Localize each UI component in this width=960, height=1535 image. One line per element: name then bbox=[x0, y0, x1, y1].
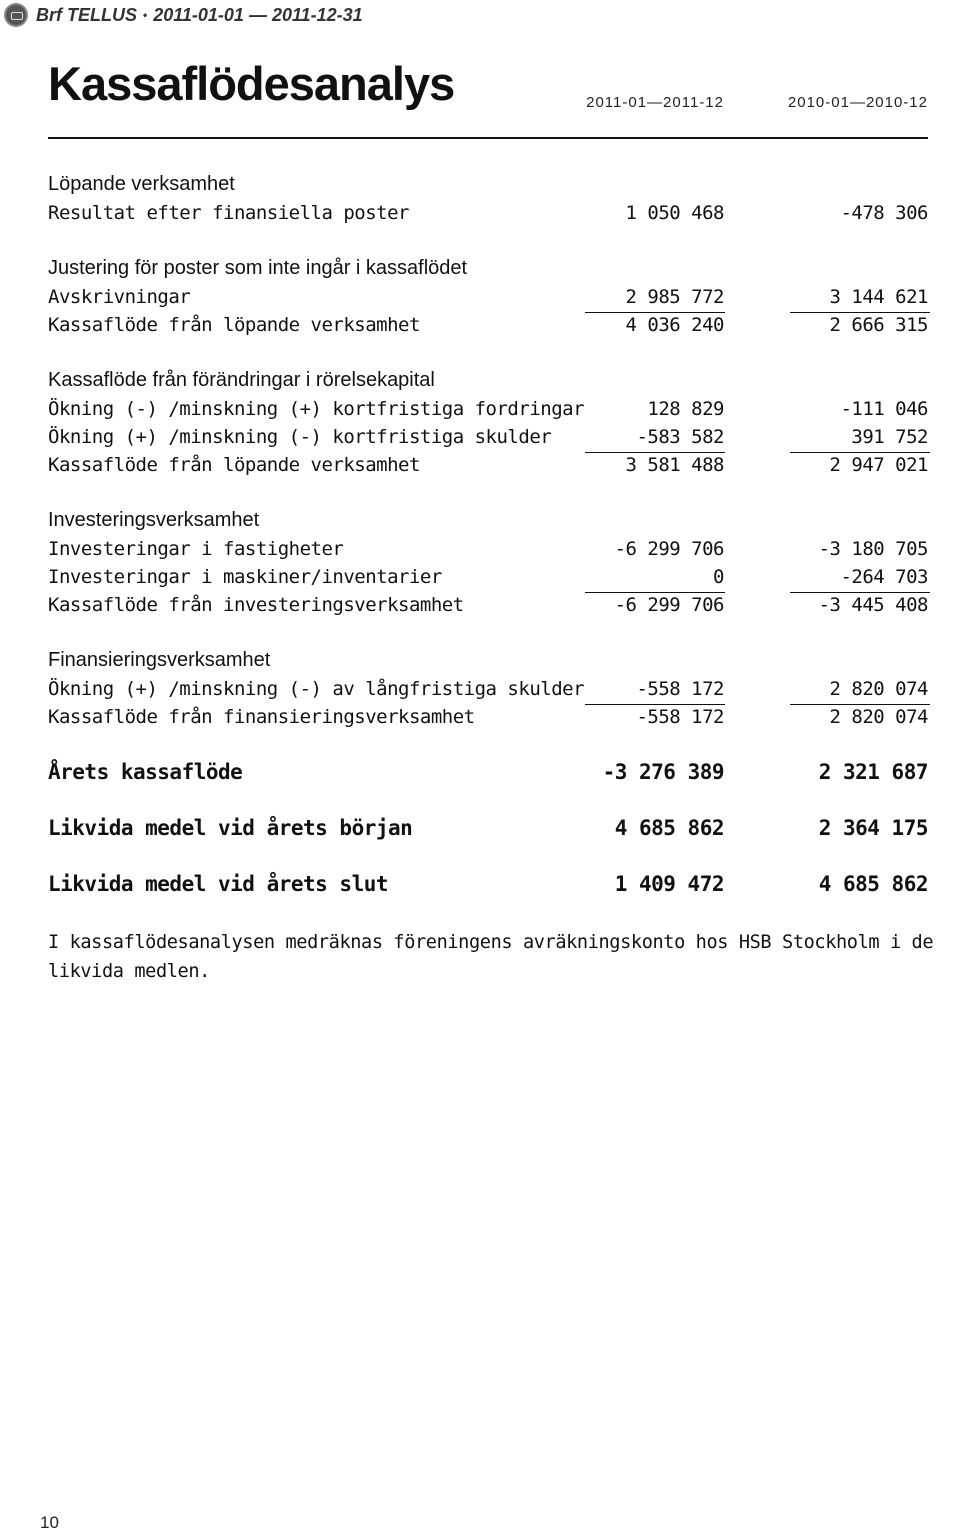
row-value-current: 0 bbox=[713, 566, 724, 588]
total-value-current: -3 276 389 bbox=[602, 760, 724, 784]
total-value-previous: 2 364 175 bbox=[818, 816, 928, 840]
subtotal-rule bbox=[585, 592, 725, 593]
table-row bbox=[48, 538, 928, 564]
row-label: Kassaflöde från investeringsverksamhet bbox=[48, 594, 464, 616]
row-value-current: 128 829 bbox=[647, 398, 724, 420]
row-value-previous: 391 752 bbox=[851, 426, 928, 448]
row-value-current: -558 172 bbox=[636, 706, 724, 728]
table-row bbox=[48, 706, 928, 732]
table-row bbox=[48, 678, 928, 704]
subtotal-rule bbox=[790, 704, 930, 705]
subtotal-rule bbox=[585, 452, 725, 453]
row-label: Ökning (-) /minskning (+) kortfristiga fordringar bbox=[48, 398, 585, 420]
row-value-previous: 2 666 315 bbox=[829, 314, 928, 336]
row-value-previous: 2 820 074 bbox=[829, 706, 928, 728]
page-title: Kassaflödesanalys bbox=[48, 57, 455, 110]
row-value-previous: 2 820 074 bbox=[829, 678, 928, 700]
total-label: Likvida medel vid årets början bbox=[48, 816, 413, 840]
row-value-current: 1 050 468 bbox=[625, 202, 724, 224]
footnote: I kassaflödesanalysen medräknas föreningens avräkningskonto hos HSB Stockholm i de likvida medlen. bbox=[48, 932, 934, 982]
table-row bbox=[48, 594, 928, 620]
table-row bbox=[48, 314, 928, 340]
row-label: Investeringar i fastigheter bbox=[48, 538, 344, 560]
row-value-current: -6 299 706 bbox=[614, 594, 724, 616]
section-heading-rorelse: Kassaflöde från förändringar i rörelsekapital bbox=[48, 369, 435, 391]
row-value-previous: -3 180 705 bbox=[818, 538, 928, 560]
table-row bbox=[48, 286, 928, 312]
row-value-current: -6 299 706 bbox=[614, 538, 724, 560]
row-label: Ökning (+) /minskning (-) av långfristiga skulder bbox=[48, 678, 585, 700]
fiscal-period: 2011-01-01 — 2011-12-31 bbox=[153, 5, 363, 25]
table-row bbox=[48, 398, 928, 424]
total-label: Årets kassaflöde bbox=[48, 760, 243, 784]
header-rule bbox=[48, 137, 928, 139]
row-value-previous: 3 144 621 bbox=[829, 286, 928, 308]
total-value-current: 4 685 862 bbox=[614, 816, 724, 840]
table-row bbox=[48, 202, 928, 228]
table-row bbox=[48, 566, 928, 592]
total-value-previous: 4 685 862 bbox=[818, 872, 928, 896]
row-value-current: -583 582 bbox=[636, 426, 724, 448]
page-number: 10 bbox=[40, 1513, 59, 1532]
total-row-likvida-slut bbox=[48, 872, 928, 898]
row-value-previous: -3 445 408 bbox=[818, 594, 928, 616]
section-heading-investering: Investeringsverksamhet bbox=[48, 509, 260, 531]
document-header bbox=[0, 0, 960, 34]
row-label: Ökning (+) /minskning (-) kortfristiga skulder bbox=[48, 426, 552, 448]
hsb-logo-icon bbox=[4, 3, 28, 27]
brand-line bbox=[36, 5, 363, 26]
section-heading-finansiering: Finansieringsverksamhet bbox=[48, 649, 271, 671]
subtotal-rule bbox=[790, 592, 930, 593]
bullet-separator: • bbox=[143, 8, 148, 22]
table-row bbox=[48, 454, 928, 480]
row-value-current: 4 036 240 bbox=[625, 314, 724, 336]
subtotal-rule bbox=[585, 312, 725, 313]
row-value-previous: -111 046 bbox=[840, 398, 928, 420]
column-header-current: 2011-01—2011-12 bbox=[586, 94, 724, 111]
total-value-current: 1 409 472 bbox=[614, 872, 724, 896]
row-value-previous: -478 306 bbox=[840, 202, 928, 224]
row-label: Investeringar i maskiner/inventarier bbox=[48, 566, 442, 588]
total-value-previous: 2 321 687 bbox=[818, 760, 928, 784]
section-heading-justering: Justering för poster som inte ingår i kassaflödet bbox=[48, 257, 468, 279]
total-row-likvida-borjan bbox=[48, 816, 928, 842]
subtotal-rule bbox=[790, 312, 930, 313]
row-value-previous: 2 947 021 bbox=[829, 454, 928, 476]
row-value-current: -558 172 bbox=[636, 678, 724, 700]
subtotal-rule bbox=[585, 704, 725, 705]
table-row bbox=[48, 426, 928, 452]
row-label: Kassaflöde från finansieringsverksamhet bbox=[48, 706, 475, 728]
row-value-previous: -264 703 bbox=[840, 566, 928, 588]
row-label: Kassaflöde från löpande verksamhet bbox=[48, 314, 420, 336]
row-label: Kassaflöde från löpande verksamhet bbox=[48, 454, 420, 476]
subtotal-rule bbox=[790, 452, 930, 453]
total-label: Likvida medel vid årets slut bbox=[48, 872, 389, 896]
row-label: Avskrivningar bbox=[48, 286, 191, 308]
row-value-current: 2 985 772 bbox=[625, 286, 724, 308]
column-header-previous: 2010-01—2010-12 bbox=[787, 94, 928, 111]
section-heading-lopande: Löpande verksamhet bbox=[48, 173, 235, 195]
row-label: Resultat efter finansiella poster bbox=[48, 202, 409, 224]
row-value-current: 3 581 488 bbox=[625, 454, 724, 476]
total-row-arets-kassaflode bbox=[48, 760, 928, 786]
brand-name: Brf TELLUS bbox=[36, 5, 137, 25]
